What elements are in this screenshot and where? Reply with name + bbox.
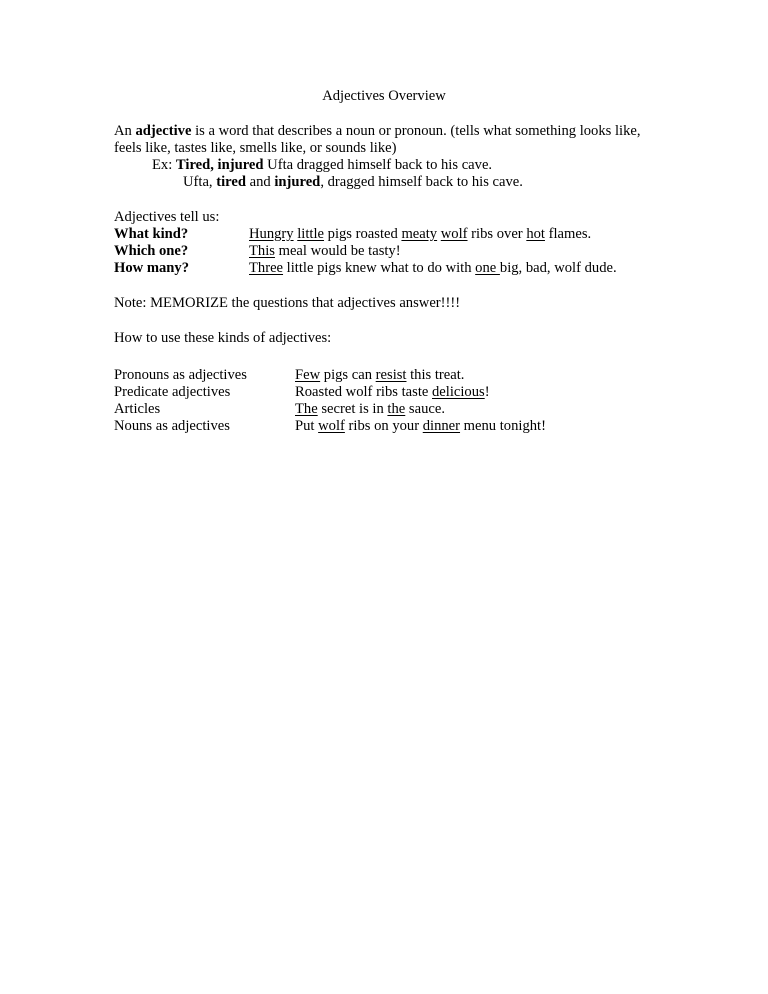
usage-intro: How to use these kinds of adjectives: (114, 330, 332, 346)
underlined-adjective: resist (375, 367, 407, 383)
example-sentence (249, 243, 401, 260)
sentence-text: Put (295, 418, 319, 434)
example-line-1 (152, 157, 492, 174)
sentence-text: big, bad, wolf dude. (499, 260, 617, 276)
underlined-adjective: This (249, 243, 275, 259)
underlined-adjective: meaty (401, 226, 438, 242)
underlined-adjective: The (295, 401, 318, 417)
sentence-text: flames. (544, 226, 592, 242)
underlined-adjective: one (475, 260, 500, 276)
sentence-text: meal would be tasty! (274, 243, 401, 259)
row-label: Pronouns as adjectives (114, 367, 247, 383)
sentence-text: this treat. (406, 367, 465, 383)
sentence-text: ! (484, 384, 490, 400)
definition-text: An (114, 123, 136, 139)
sentence-text: menu tonight! (460, 418, 546, 434)
questions-intro: Adjectives tell us: (114, 209, 220, 225)
example-sentence (249, 260, 617, 277)
underlined-adjective: hot (526, 226, 545, 242)
page-title: Adjectives Overview (322, 88, 446, 104)
underlined-adjective: Three (249, 260, 284, 276)
underlined-adjective: little (297, 226, 325, 242)
sentence-text: ribs over (467, 226, 527, 242)
example-sentence (295, 401, 445, 418)
row-label: Articles (114, 401, 161, 417)
example-sentence (295, 384, 490, 401)
underlined-adjective: delicious (432, 384, 485, 400)
row-label: Predicate adjectives (114, 384, 231, 400)
sentence-text: pigs roasted (324, 226, 402, 242)
example-text: and (245, 174, 275, 190)
underlined-adjective: dinner (422, 418, 461, 434)
row-label: How many? (114, 260, 189, 276)
example-sentence (295, 367, 464, 384)
example-text: Ufta dragged himself back to his cave. (263, 157, 493, 173)
underlined-adjective: Hungry (249, 226, 294, 242)
sentence-text: ribs on your (344, 418, 423, 434)
definition-term: adjective (135, 123, 192, 139)
row-label: What kind? (114, 226, 189, 242)
sentence-text: Roasted wolf ribs taste (295, 384, 432, 400)
example-bold: tired (216, 174, 246, 190)
underlined-adjective: Few (295, 367, 321, 383)
sentence-text: pigs can (320, 367, 376, 383)
definition-line-1 (114, 123, 641, 140)
definition-line-2: feels like, tastes like, smells like, or sounds like) (114, 140, 397, 156)
example-text: Ufta, (183, 174, 217, 190)
definition-text: is a word that describes a noun or pronoun. (tells what something looks like, (191, 123, 641, 139)
sentence-text: secret is in (317, 401, 388, 417)
example-text: , dragged himself back to his cave. (320, 174, 523, 190)
underlined-adjective: wolf (318, 418, 345, 434)
example-bold: injured (274, 174, 321, 190)
example-sentence (295, 418, 546, 435)
example-prefix: Ex: (152, 157, 176, 173)
example-line-2 (183, 174, 523, 191)
sentence-text: sauce. (405, 401, 445, 417)
underlined-adjective: the (387, 401, 406, 417)
example-bold: Tired, injured (175, 157, 264, 173)
row-label: Which one? (114, 243, 189, 259)
row-label: Nouns as adjectives (114, 418, 230, 434)
example-sentence (249, 226, 591, 243)
sentence-text: little pigs knew what to do with (283, 260, 476, 276)
memorize-note: Note: MEMORIZE the questions that adjectives answer!!!! (114, 295, 461, 311)
underlined-adjective: wolf (440, 226, 468, 242)
